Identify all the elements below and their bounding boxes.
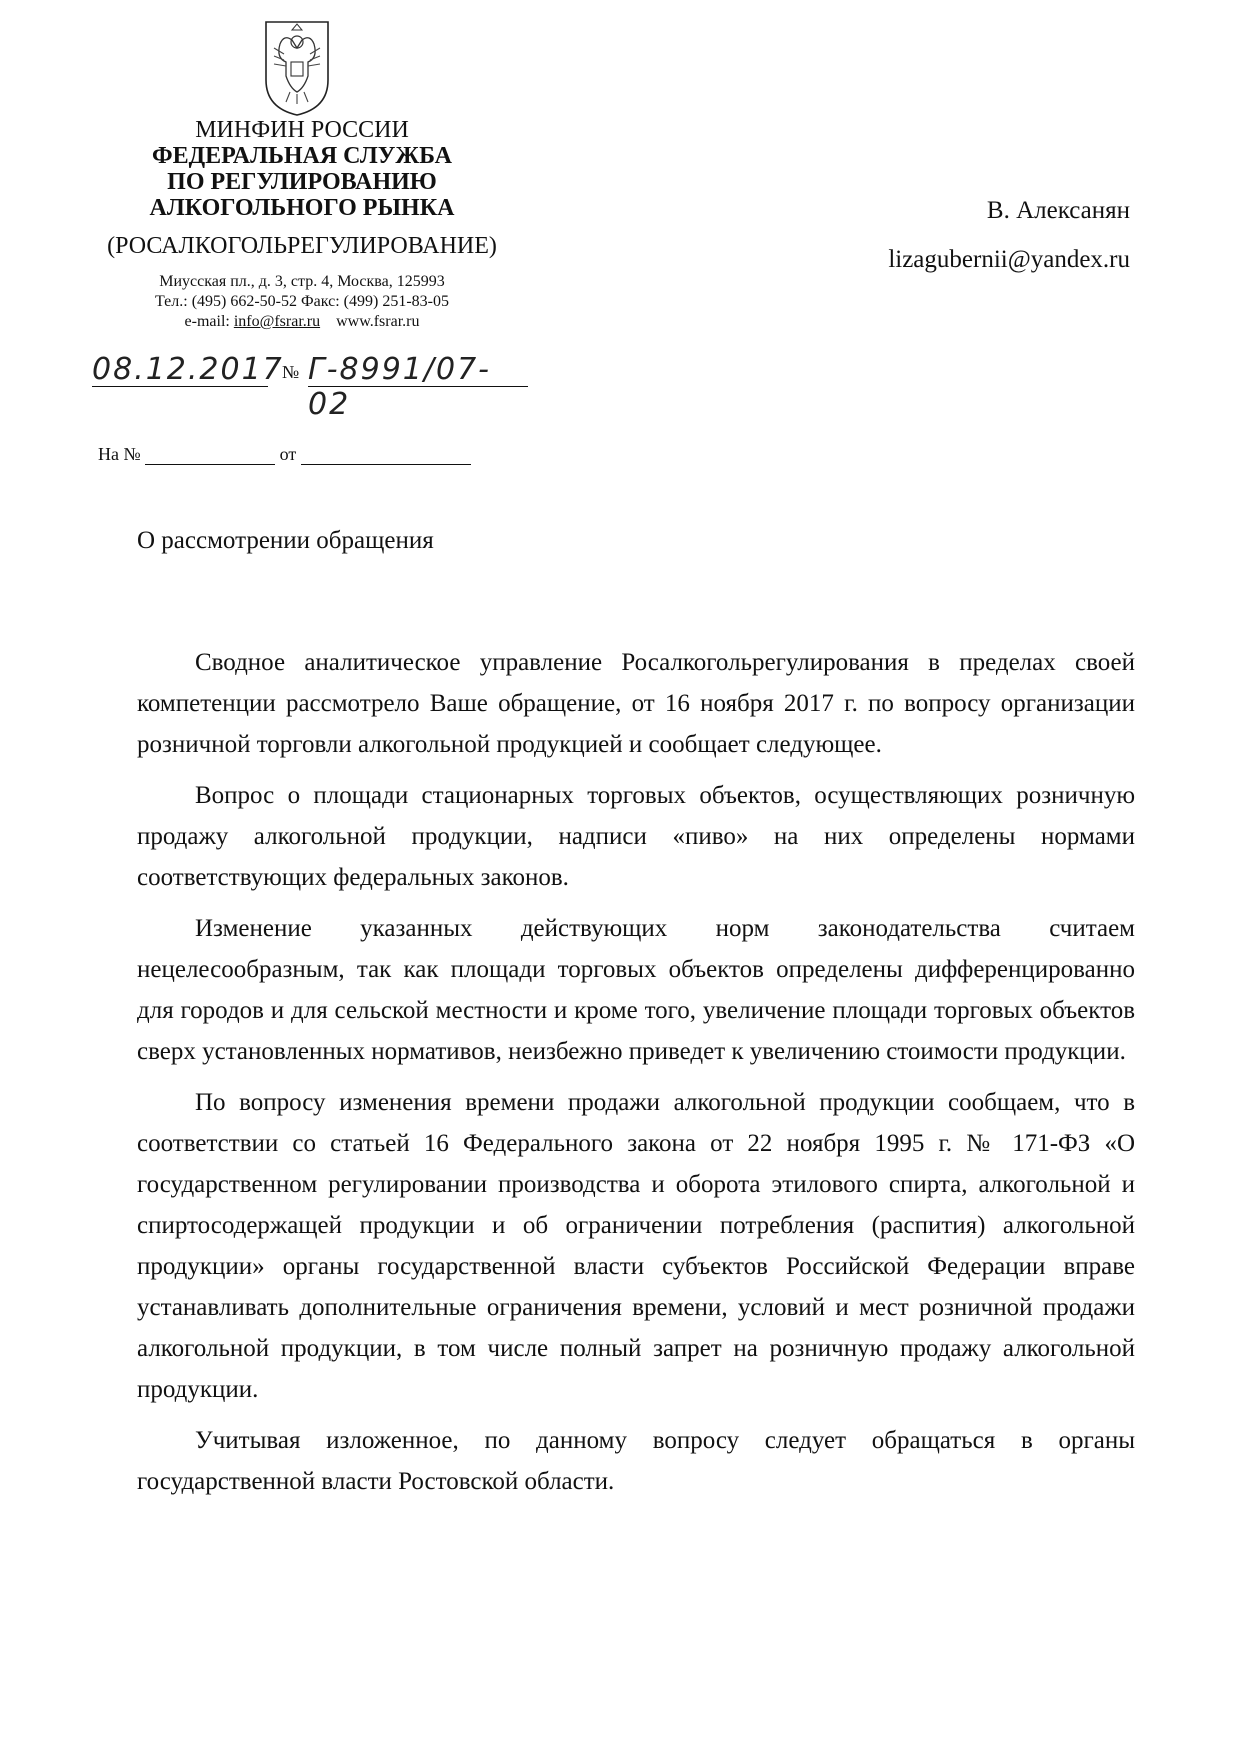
number-underline [308,386,528,387]
letter-body [137,642,1135,1512]
ministry-name: МИНФИН РОССИИ [195,117,409,143]
agency-name-line1: ФЕДЕРАЛЬНАЯ СЛУЖБА [152,143,452,169]
reference-line [98,442,471,465]
recipient-email: lizagubernii@yandex.ru [888,246,1130,273]
ref-from-label: от [279,444,297,464]
agency-phones: Тел.: (495) 662-50-52 Факс: (499) 251-83-05 [155,293,449,310]
agency-name-line2: ПО РЕГУЛИРОВАНИЮ [167,169,437,195]
registration-number: Г-8991/07-02 [308,352,491,422]
recipient-name: В. Алексанян [986,197,1130,224]
agency-email-link[interactable]: info@fsrar.ru [233,313,321,330]
ref-date-blank [301,442,471,465]
letter-subject: О рассмотрении обращения [137,527,434,554]
coat-of-arms-emblem-icon [262,18,332,118]
agency-website[interactable]: www.fsrar.ru [336,313,420,330]
agency-address: Миусская пл., д. 3, стр. 4, Москва, 125993 [159,273,445,290]
email-label: e-mail: [184,313,230,330]
body-paragraph: Изменение указанных действующих норм законодательства считаем нецелесообразным, так как площади торговых объектов определены дифференцированно для городов и для сельской местности и кроме того, увеличение площади торговых объектов сверх установленных нормативов, неизбежно приведет к увеличению стоимости продукции. [137,915,1135,1065]
agency-contacts [92,312,512,332]
body-paragraph: По вопросу изменения времени продажи алкогольной продукции сообщаем, что в соответствии со статьей 16 Федерального закона от 22 ноября 1995 г. № 171-ФЗ «О государственном регулировании производства и оборота этилового спирта, алкогольной и спиртосодержащей продукции и об ограничении потребления (распития) алкогольной продукции» органы государственной власти субъектов Российской Федерации вправе устанавливать дополнительные ограничения времени, условий и мест розничной продажи алкогольной продукции, в том числе полный запрет на розничную продажу алкогольной продукции. [137,1089,1135,1403]
registration-line [92,348,532,422]
body-paragraph: Вопрос о площади стационарных торговых объектов, осуществляющих розничную продажу алкогольной продукции, надписи «пиво» на них определены нормами соответствующих федеральных законов. [137,782,1135,891]
number-sign: № [282,362,300,382]
body-paragraph: Учитывая изложенное, по данному вопросу следует обращаться в органы государственной власти Ростовской области. [137,1427,1135,1495]
body-paragraph: Сводное аналитическое управление Росалкогольрегулирования в пределах своей компетенции рассмотрело Ваше обращение, от 16 ноября 2017 г. по вопросу организации розничной торговли алкогольной продукцией и сообщает следующее. [137,649,1135,758]
ref-number-label: На № [98,444,141,464]
date-underline [92,386,268,387]
registration-date: 08.12.2017 [92,352,284,387]
agency-name-line3: АЛКОГОЛЬНОГО РЫНКА [149,195,455,221]
agency-short-name: (РОСАЛКОГОЛЬРЕГУЛИРОВАНИЕ) [107,233,497,259]
ref-number-blank [145,442,275,465]
